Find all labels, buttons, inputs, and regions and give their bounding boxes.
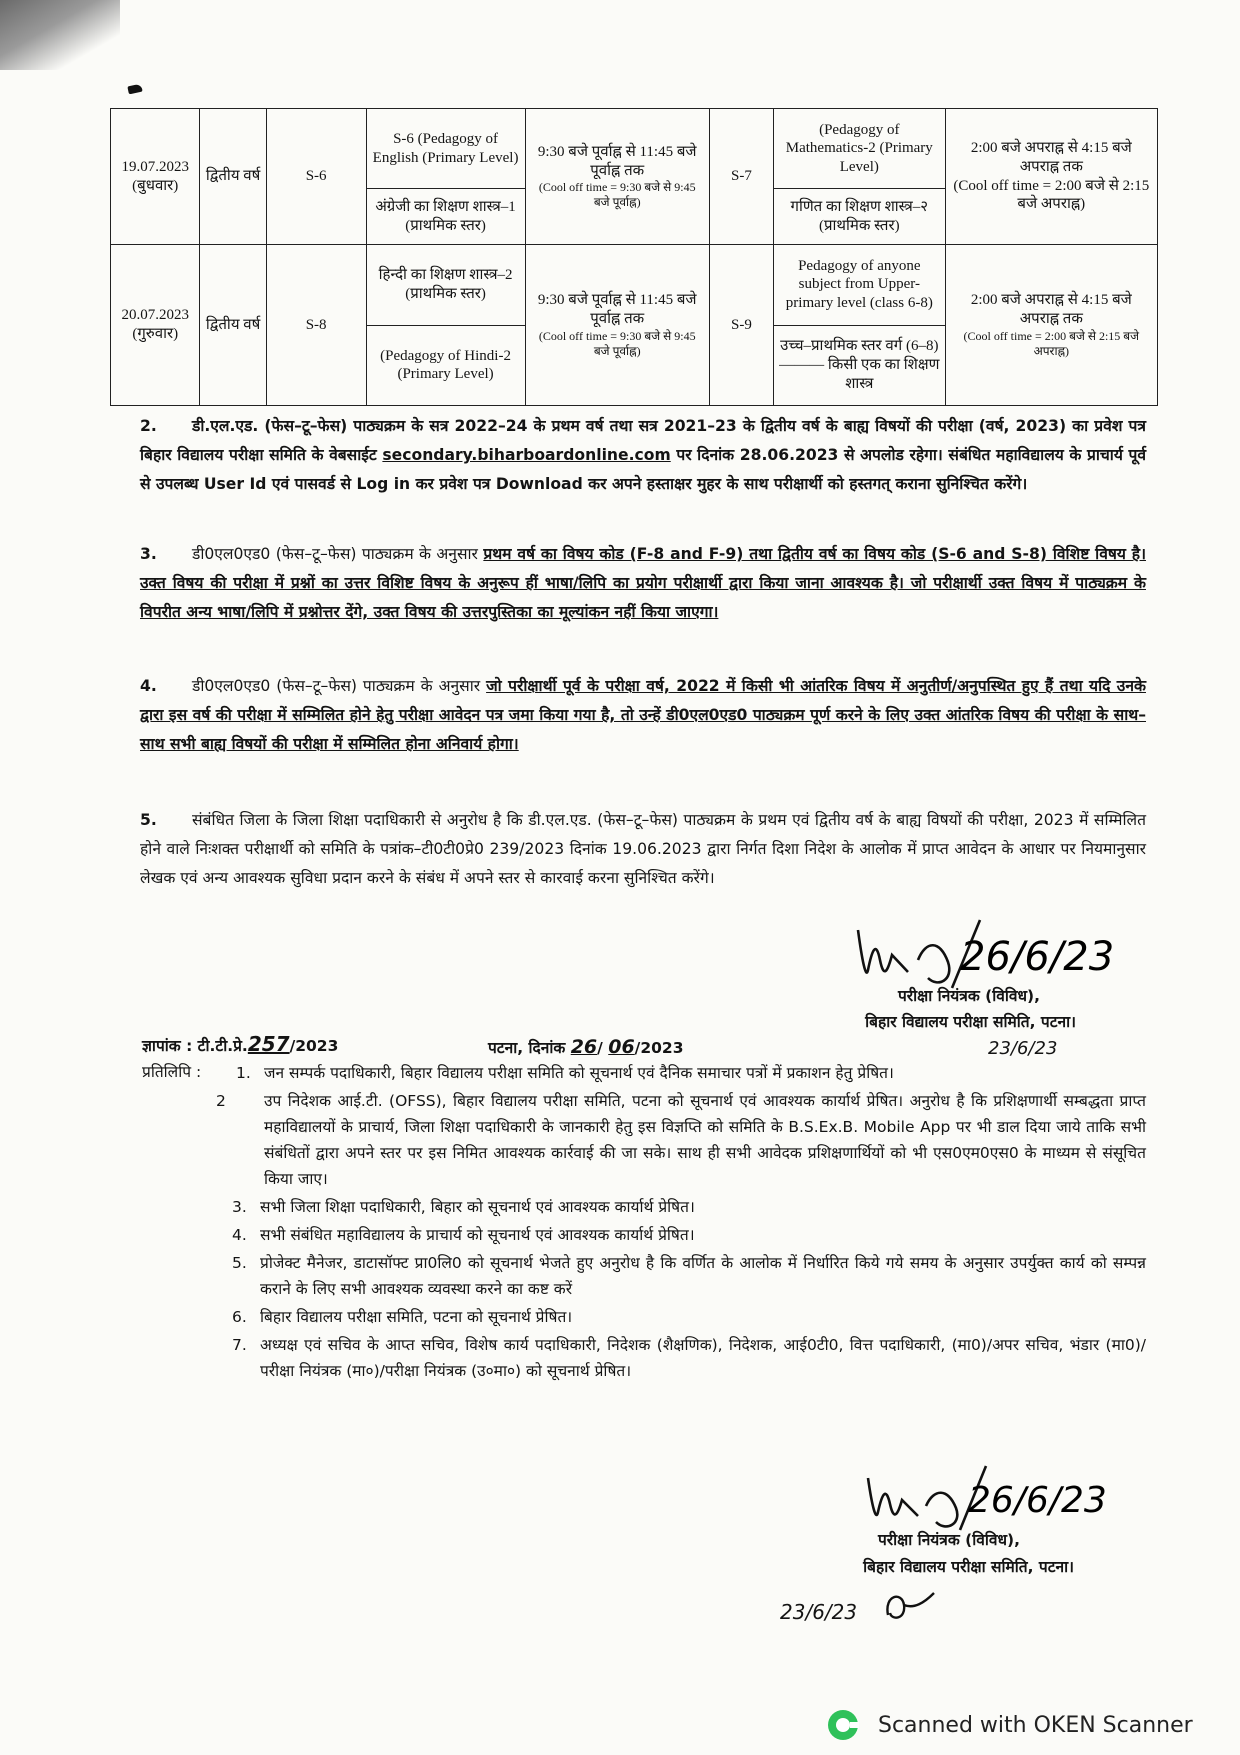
date-year: /2023 — [634, 1039, 684, 1057]
date-cell — [111, 109, 200, 245]
item-number: 3. — [232, 1198, 247, 1216]
subject-hi-cell: अंग्रेजी का शिक्षण शास्त्र–1 (प्राथमिक स्तर) — [366, 189, 525, 245]
year-cell: द्वितीय वर्ष — [200, 109, 266, 245]
exam-date: 19.07.2023 — [121, 158, 189, 175]
exam-time: 2:00 बजे अपराह्न से 4:15 बजे अपराह्न तक — [970, 140, 1132, 175]
paragraph-number: 3. — [140, 545, 157, 563]
signatory-office: बिहार विद्यालय परीक्षा समिति, पटना। — [865, 1013, 1076, 1031]
item-number: 7. — [232, 1336, 247, 1354]
subject-en-cell: Pedagogy of anyone subject from Upper-primary level (class 6-8) — [774, 245, 946, 325]
handwritten-signature — [860, 1450, 1107, 1540]
initial-date: 23/6/23 — [988, 1038, 1058, 1059]
signatory-designation: परीक्षा नियंत्रक (विविध), — [898, 987, 1040, 1005]
cool-off-time: (Cool off time = 9:30 बजे से 9:45 बजे पूर्वाह्न) — [538, 328, 696, 358]
subject-code-cell: S-7 — [709, 109, 773, 245]
cool-off-time: (Cool off time = 2:00 बजे से 2:15 बजे अपराह्न) — [963, 328, 1140, 358]
paragraph-number: 5. — [140, 811, 157, 829]
date-day: 26 — [570, 1036, 598, 1058]
subject-hi-cell: हिन्दी का शिक्षण शास्त्र–2 (प्राथमिक स्तर) — [366, 245, 525, 325]
table-row — [111, 245, 1158, 325]
scan-shadow — [0, 0, 120, 70]
paragraph-text: डी0एल0एड0 (फेस–टू–फेस) पाठ्यक्रम के अनुसार — [192, 677, 481, 695]
paragraph-text: डी0एल0एड0 (फेस–टू–फेस) पाठ्यक्रम के अनुसार — [192, 545, 478, 563]
paragraph-emphasis: प्रथम वर्ष का विषय कोड (F-8 and F-9) तथा द्वितीय वर्ष का विषय कोड (S-6 and S-8) विशिष्ट विषय है। उक्त विषय की परीक्षा में प्रश्नों का उत्तर विशिष्ट विषय के अनुरूप हीं भाषा/लिपि का प्रयोग परीक्षार्थी द्वारा किया जाना आवश्यक है। जो परीक्षार्थी उक्त विषय में पाठ्यक्रम के विपरीत अन्य भाषा/लिपि में प्रश्नोत्तर देंगे, उक्त विषय की उत्तरपुस्तिका का मूल्यांकन नहीं किया जाएगा। — [140, 545, 1146, 621]
copy-to-list — [216, 1060, 1146, 1386]
scan-mark — [127, 84, 142, 95]
table-row — [111, 109, 1158, 189]
subject-en-cell: S-6 (Pedagogy of English (Primary Level) — [366, 109, 525, 189]
paragraph-number: 2. — [140, 417, 157, 435]
item-number: 2 — [216, 1092, 226, 1110]
paragraph-text: संबंधित जिला के जिला शिक्षा पदाधिकारी से अनुरोध है कि डी.एल.एड. (फेस–टू–फेस) पाठ्यक्रम के प्रथम एवं द्वितीय वर्ष के बाह्य विषयों की परीक्षा, 2023 में सम्मिलित होने वाले निःशक्त परीक्षार्थी को समिति के पत्रांक–टी0टी0प्रे0 239/2023 दिनांक 19.06.2023 द्वारा निर्गत दिशा निदेश के आलोक में प्राप्त आवेदन के आधार पर नियमानुसार लेखक एवं अन्य आवश्यक सुविधा प्रदान करने के संबंध में अपने स्तर से कारवाई करना सुनिश्चित करेंगे। — [140, 811, 1146, 887]
item-text: उप निदेशक आई.टी. (OFSS), बिहार विद्यालय परीक्षा समिति, पटना को सूचनार्थ एवं आवश्यक कार्यार्थ प्रेषित। अनुरोध है कि प्रशिक्षणार्थी सम्बद्धता प्राप्त महाविद्यालयों के प्राचार्य, जिला शिक्षा पदाधिकारी के जानकारी हेतु इस विज्ञप्ति को समिति के B.S.Ex.B. Mobile App पर भी डाल दिया जाये ताकि सभी संबंधितों द्वारा अपने स्तर पर इस निमित आवश्यक कार्रवाई की जा सके। साथ ही सभी आवेदक प्रशिक्षणार्थियों को भी एस0एम0एस0 के माध्यम से संसूचित किया जाए। — [264, 1092, 1146, 1188]
exam-day: (बुधवार) — [132, 177, 179, 194]
signatory-office: बिहार विद्यालय परीक्षा समिति, पटना। — [863, 1558, 1074, 1576]
item-text: सभी जिला शिक्षा पदाधिकारी, बिहार को सूचनार्थ एवं आवश्यक कार्यार्थ प्रेषित। — [260, 1198, 695, 1216]
paragraph-number: 4. — [140, 677, 157, 695]
exam-time: 9:30 बजे पूर्वाह्न से 11:45 बजे पूर्वाह्न तक — [537, 292, 697, 328]
memo-number — [142, 1032, 338, 1056]
subject-en-cell: (Pedagogy of Hindi-2 (Primary Level) — [366, 325, 525, 405]
paragraph-5 — [140, 806, 1146, 893]
paragraph-text: डी.एल.एड. (फेस–टू–फेस) पाठ्यक्रम के सत्र 2022–24 के प्रथम वर्ष तथा सत्र 2021–23 के द्वितीय वर्ष के बाह्य विषयों की परीक्षा (वर्ष, 2023) का प्रवेश पत्र बिहार विद्यालय परीक्षा समिति के वेबसाईट — [140, 417, 1146, 464]
list-item — [232, 1332, 1146, 1384]
paragraph-3 — [140, 540, 1146, 627]
time-cell — [525, 109, 709, 245]
list-item — [232, 1222, 1146, 1248]
paragraph-text: पर दिनांक 28.06.2023 से अपलोड रहेगा। संबंधित महाविद्यालय के प्राचार्य पूर्व से उपलब्ध User Id एवं पासवर्ड से Log in कर प्रवेश पत्र Download कर अपने हस्ताक्षर मुहर के साथ परीक्षार्थी को हस्तगत् कराना सुनिश्चित करेंगे। — [140, 446, 1147, 493]
signature-date: 26/6/23 — [968, 1480, 1107, 1521]
time-cell — [945, 245, 1157, 406]
item-number: 4. — [232, 1226, 247, 1244]
exam-date: 20.07.2023 — [121, 307, 189, 324]
paragraph-emphasis: जो परीक्षार्थी पूर्व के परीक्षा वर्ष, 2022 में किसी भी आंतरिक विषय में अनुतीर्ण/अनुपस्थित हुए हैं तथा यदि उनके द्वारा इस वर्ष की परीक्षा में सम्मिलित होने हेतु परीक्षा आवेदन पत्र जमा किया गया है, तो उन्हें डी0एल0एड0 पाठ्यक्रम पूर्ण करने के लिए उक्त आंतरिक विषय की परीक्षा के साथ–साथ सभी बाह्य विषयों की परीक्षा में सम्मिलित होना अनिवार्य होगा। — [140, 677, 1146, 753]
subject-hi-cell: गणित का शिक्षण शास्त्र–२ (प्राथमिक स्तर) — [774, 189, 946, 245]
cool-off-time: (Cool off time = 2:00 बजे से 2:15 बजे अपराह्न) — [953, 177, 1150, 213]
website-link[interactable]: secondary.biharboardonline.com — [382, 446, 671, 464]
subject-code-cell: S-6 — [266, 109, 366, 245]
list-item — [232, 1250, 1146, 1302]
item-text: अध्यक्ष एवं सचिव के आप्त सचिव, विशेष कार्य पदाधिकारी, निदेशक (शैक्षणिक), निदेशक, आई0टी0, वित्त पदाधिकारी, (मा0)/अपर सचिव, भंडार (मा0)/परीक्षा नियंत्रक (मा०)/परीक्षा नियंत्रक (उ०मा०) को सूचनार्थ प्रेषित। — [260, 1336, 1146, 1380]
exam-time: 9:30 बजे पूर्वाह्न से 11:45 बजे पूर्वाह्न तक — [537, 143, 697, 179]
memo-year: /2023 — [289, 1037, 339, 1055]
item-text: सभी संबंधित महाविद्यालय के प्राचार्य को सूचनार्थ एवं आवश्यक कार्यार्थ प्रेषित। — [260, 1226, 695, 1244]
exam-day: (गुरुवार) — [132, 326, 179, 343]
exam-time: 2:00 बजे अपराह्न से 4:15 बजे अपराह्न तक — [970, 292, 1132, 328]
scanner-logo-icon — [826, 1708, 860, 1742]
item-text: प्रोजेक्ट मैनेजर, डाटासॉफ्ट प्रा0लि0 को सूचनार्थ भेजते हुए अनुरोध है कि वर्णित के आलोक में निर्धारित किये गये समय के अनुसार उपर्युक्त कार्य को सम्पन्न कराने के लिए सभी आवश्यक व्यवस्था करने का कष्ट करें — [260, 1254, 1146, 1298]
memo-no: 257 — [247, 1032, 290, 1056]
cool-off-time: (Cool off time = 9:30 बजे से 9:45 बजे पूर्वाह्न) — [538, 180, 696, 210]
signatory-designation: परीक्षा नियंत्रक (विविध), — [878, 1531, 1020, 1549]
scanner-watermark — [826, 1708, 1193, 1742]
handwritten-initial — [880, 1585, 940, 1625]
scanner-text: Scanned with OKEN Scanner — [878, 1712, 1193, 1738]
subject-code-cell: S-9 — [709, 245, 773, 406]
item-number: 1. — [236, 1064, 251, 1082]
list-item — [232, 1194, 1146, 1220]
copy-to-label: प्रतिलिपि : — [142, 1063, 202, 1081]
date-cell — [111, 245, 200, 406]
subject-code-cell: S-8 — [266, 245, 366, 406]
item-text: बिहार विद्यालय परीक्षा समिति, पटना को सूचनार्थ प्रेषित। — [260, 1308, 573, 1326]
item-text: जन सम्पर्क पदाधिकारी, बिहार विद्यालय परीक्षा समिति को सूचनार्थ एवं दैनिक समाचार पत्रों में प्रकाशन हेतु प्रेषित। — [264, 1064, 894, 1082]
item-number: 5. — [232, 1254, 247, 1272]
exam-schedule-table — [110, 108, 1158, 406]
initial-date: 23/6/23 — [780, 1600, 858, 1624]
place-date: पटना, दिनांक 26/ 06/2023 — [488, 1036, 684, 1058]
subject-en-cell: (Pedagogy of Mathematics-2 (Primary Level) — [774, 109, 946, 189]
memo-label: ज्ञापांक : टी.टी.प्रे. — [142, 1037, 248, 1055]
subject-hi-cell: उच्च–प्राथमिक स्तर वर्ग (6–8) ——— किसी एक का शिक्षण शास्त्र — [774, 325, 946, 405]
year-cell: द्वितीय वर्ष — [200, 245, 266, 406]
list-item — [236, 1060, 1146, 1086]
item-number: 6. — [232, 1308, 247, 1326]
list-item — [232, 1304, 1146, 1330]
date-month: 06 — [608, 1036, 635, 1058]
paragraph-4 — [140, 672, 1146, 759]
paragraph-2 — [140, 412, 1146, 499]
place-date-label: पटना, दिनांक — [488, 1039, 566, 1057]
list-item — [216, 1088, 1146, 1192]
time-cell — [525, 245, 709, 406]
signature-date: 26/6/23 — [960, 934, 1115, 980]
time-cell — [945, 109, 1157, 245]
